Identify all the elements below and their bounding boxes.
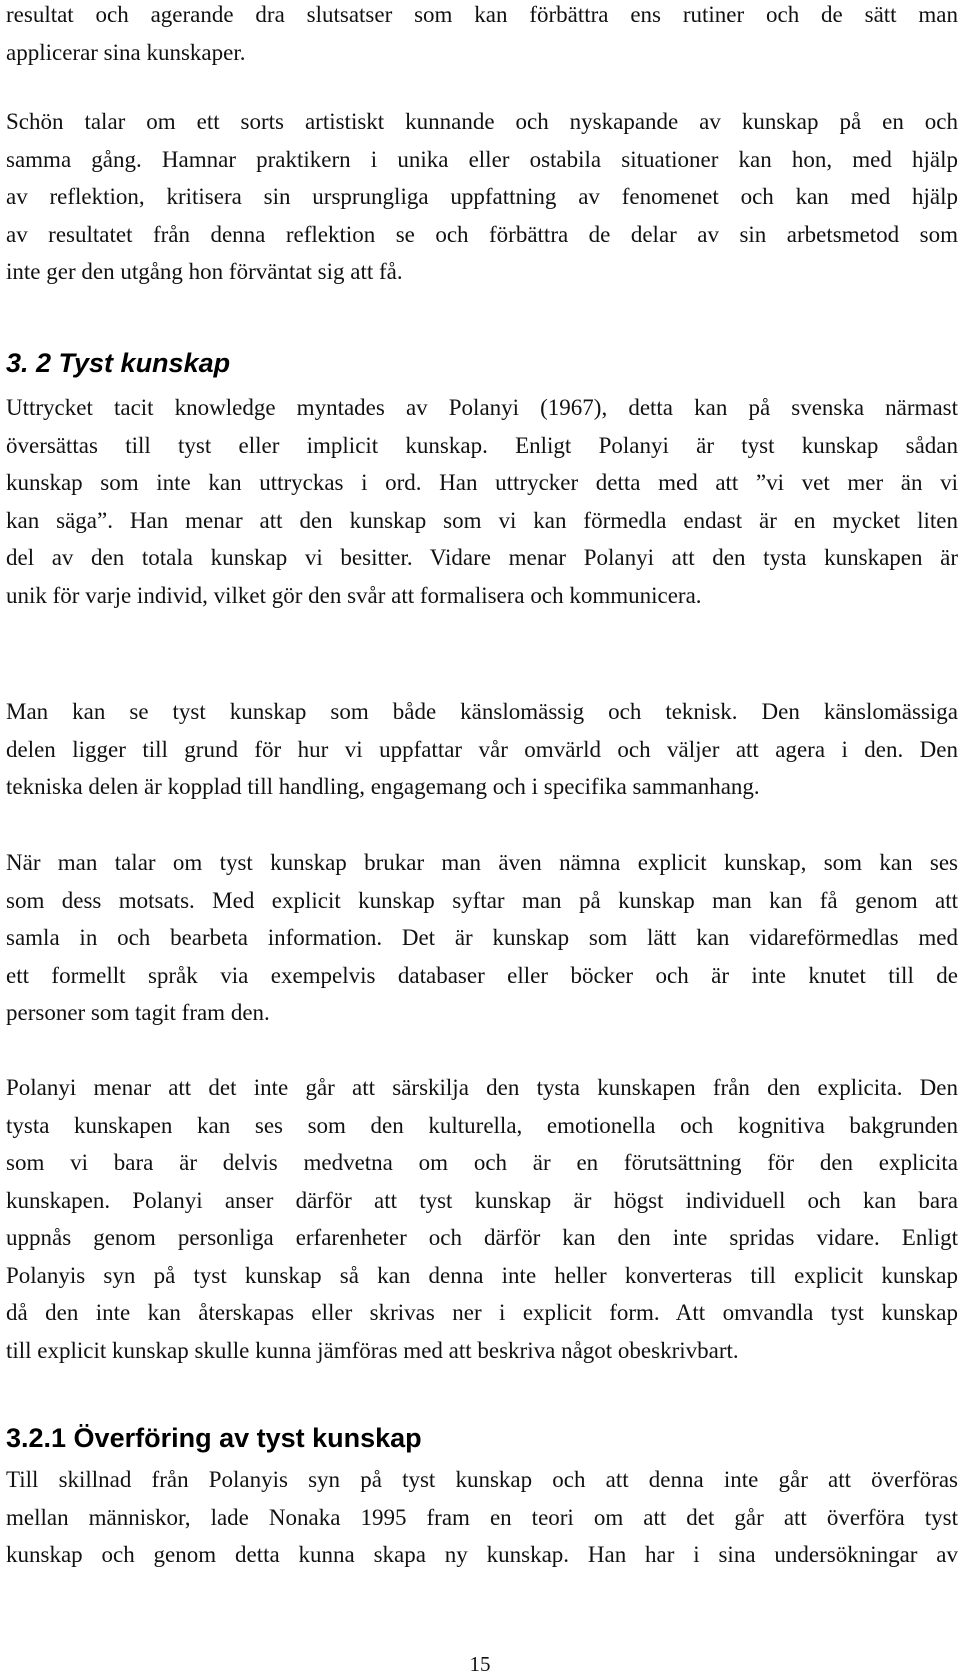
text-line: Till skillnad från Polanyis syn på tyst kunskap och att denna inte går att överföras — [6, 1467, 958, 1492]
text-line: Man kan se tyst kunskap som både känslomässig och teknisk. Den känslomässiga — [6, 699, 958, 724]
text-line: uppnås genom personliga erfarenheter och därför kan den inte spridas vidare. Enligt — [6, 1225, 958, 1250]
text-line: samma gång. Hamnar praktikern i unika eller ostabila situationer kan hon, med hjälp — [6, 146, 958, 172]
text-line: del av den totala kunskap vi besitter. Vidare menar Polanyi att den tysta kunskapen är — [6, 545, 958, 570]
text-line: av reflektion, kritisera sin ursprungliga uppfattning av fenomenet och kan med hjälp — [6, 184, 958, 209]
text-line: kunskap som inte kan uttryckas i ord. Han uttrycker detta med att ”vi vet mer än vi — [6, 470, 958, 495]
paragraph-5 — [6, 844, 958, 1032]
text-line: När man talar om tyst kunskap brukar man även nämna explicit kunskap, som kan ses — [6, 850, 958, 875]
page-number: 15 — [469, 1652, 491, 1676]
text-line: Uttrycket tacit knowledge myntades av Polanyi (1967), detta kan på svenska närmast — [6, 395, 958, 420]
text-line: delen ligger till grund för hur vi uppfattar vår omvärld och väljer att agera i den. Den — [6, 736, 958, 762]
text-line: till explicit kunskap skulle kunna jämföras med att beskriva något obeskrivbart. — [6, 1337, 739, 1363]
paragraph-1 — [6, 0, 958, 71]
text-line: applicerar sina kunskaper. — [6, 39, 246, 65]
text-line: då den inte kan återskapas eller skrivas ner i explicit form. Att omvandla tyst kunskap — [6, 1300, 958, 1325]
text-line: tekniska delen är kopplad till handling, engagemang och i specifika sammanhang. — [6, 774, 760, 799]
text-line: samla in och bearbeta information. Det är kunskap som lätt kan vidareförmedlas med — [6, 925, 958, 950]
text-line: som dess motsats. Med explicit kunskap syftar man på kunskap man kan få genom att — [6, 887, 958, 913]
paragraph-7 — [6, 1461, 958, 1574]
text-line: inte ger den utgång hon förväntat sig att få. — [6, 259, 403, 284]
text-line: mellan människor, lade Nonaka 1995 fram en teori om att det går att överföra tyst — [6, 1504, 958, 1530]
text-line: Polanyis syn på tyst kunskap så kan denna inte heller konverteras till explicit kunskap — [6, 1262, 958, 1288]
text-line: personer som tagit fram den. — [6, 1000, 270, 1025]
paragraph-2 — [6, 103, 958, 291]
paragraph-6 — [6, 1069, 958, 1369]
text-line: av resultatet från denna reflektion se och förbättra de delar av sin arbetsmetod som — [6, 221, 958, 247]
text-line: ett formellt språk via exempelvis databaser eller böcker och är inte knutet till de — [6, 962, 958, 988]
paragraph-3 — [6, 389, 958, 614]
text-line: resultat och agerande dra slutsatser som kan förbättra ens rutiner och de sätt man — [6, 2, 958, 27]
section-heading: 3. 2 Tyst kunskap — [6, 348, 231, 378]
text-line: Schön talar om ett sorts artistiskt kunnande och nyskapande av kunskap på en och — [6, 109, 958, 134]
text-line: kan säga”. Han menar att den kunskap som vi kan förmedla endast är en mycket liten — [6, 507, 958, 533]
text-line: unik för varje individ, vilket gör den svår att formalisera och kommunicera. — [6, 582, 702, 608]
text-line: kunskapen. Polanyi anser därför att tyst kunskap är högst individuell och kan bara — [6, 1187, 958, 1213]
paragraph-4 — [6, 693, 958, 806]
text-line: som vi bara är delvis medvetna om och är en förutsättning för den explicita — [6, 1150, 958, 1175]
text-line: Polanyi menar att det inte går att särskilja den tysta kunskapen från den explicita. Den — [6, 1075, 958, 1100]
subsection-heading: 3.2.1 Överföring av tyst kunskap — [6, 1423, 422, 1453]
text-line: översättas till tyst eller implicit kunskap. Enligt Polanyi är tyst kunskap sådan — [6, 432, 958, 458]
text-line: tysta kunskapen kan ses som den kulturella, emotionella och kognitiva bakgrunden — [6, 1112, 958, 1138]
text-line: kunskap och genom detta kunna skapa ny kunskap. Han har i sina undersökningar av — [6, 1542, 958, 1567]
